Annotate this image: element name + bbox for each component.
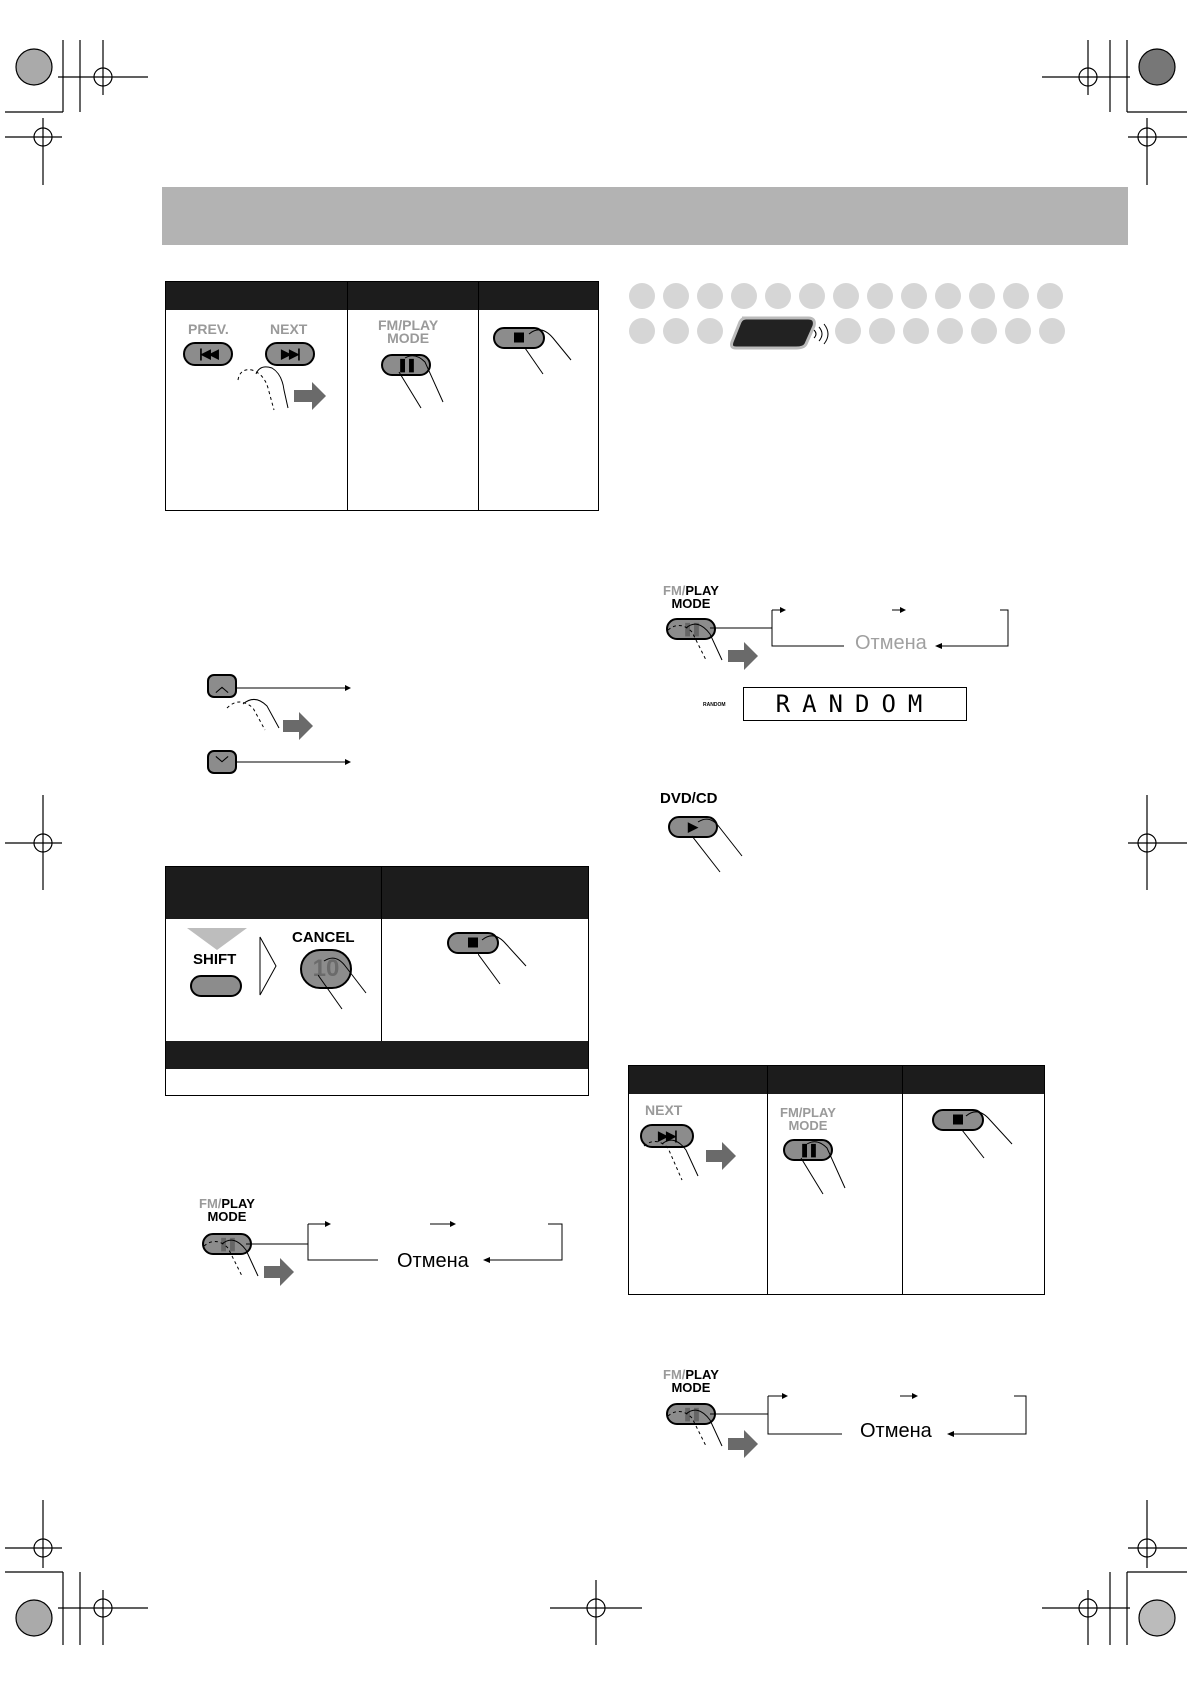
prev-label: PREV. (188, 321, 229, 337)
pause-icon: ❚❚ (682, 621, 700, 636)
shift-label: SHIFT (193, 951, 237, 968)
cancel-label: CANCEL (292, 929, 355, 946)
cancel-10-button[interactable]: 10 (300, 949, 352, 989)
press-hand-icon (230, 360, 330, 420)
press-hand-icon (692, 816, 752, 874)
fm-play-label: FM/PLAY MODE (378, 317, 439, 346)
random-cycle-diagram (664, 604, 1024, 684)
press-hand-icon (525, 326, 575, 376)
next-icon: ▶▶| (658, 1128, 676, 1143)
header-band (162, 187, 1128, 245)
next-label: NEXT (270, 321, 308, 337)
up-down-arrows (225, 680, 355, 780)
cancel-text: Отмена (860, 1420, 932, 1442)
fm-play-mode-label: FM/PLAY MODE (199, 1196, 255, 1224)
pause-icon: ❚❚ (397, 357, 415, 372)
dvd-cd-label: DVD/CD (660, 790, 718, 807)
down-chevron-icon: ﹀ (215, 755, 229, 771)
pause-icon: ❚❚ (218, 1236, 236, 1251)
play-icon: ▶ (688, 819, 698, 834)
press-hand-icon (478, 932, 528, 987)
cancel-text: Отмена (397, 1250, 469, 1272)
pause-icon: ❚❚ (682, 1406, 700, 1421)
table-3-header (629, 1066, 1044, 1094)
next-label: NEXT (645, 1102, 683, 1118)
press-hand-icon (797, 1138, 857, 1198)
mode-cycle-diagram (664, 1390, 1034, 1490)
up-chevron-icon: ︿ (215, 679, 229, 695)
then-arrow-icon (258, 935, 278, 997)
table-2-header (166, 867, 588, 919)
shift-button[interactable] (190, 975, 242, 997)
dot-row-1 (629, 283, 1063, 309)
prev-button[interactable] (183, 342, 233, 366)
display-panel: RANDOM (743, 687, 967, 721)
press-hand-icon (318, 953, 378, 1013)
fm-play-label: FM/PLAY MODE (780, 1105, 836, 1133)
fm-play-mode-label: FM/PLAY MODE (663, 1367, 719, 1395)
table-1-header (166, 282, 598, 310)
mode-cycle-diagram (200, 1220, 580, 1330)
dot-row-2 (629, 318, 1065, 344)
press-hand-icon (640, 1132, 750, 1192)
fm-play-mode-label: FM/PLAY MODE (663, 583, 719, 611)
press-hand-icon (395, 352, 455, 412)
pause-icon: ❚❚ (799, 1142, 817, 1157)
remote-control-icon (730, 316, 830, 350)
prev-icon: |◀◀ (199, 346, 217, 361)
press-hand-icon (962, 1108, 1018, 1160)
table-2-footer-bar (166, 1041, 588, 1069)
cancel-text: Отмена (855, 632, 927, 654)
next-icon: ▶▶| (281, 346, 299, 361)
random-indicator: RANDOM (703, 702, 726, 708)
shift-arrow-icon (187, 928, 247, 952)
